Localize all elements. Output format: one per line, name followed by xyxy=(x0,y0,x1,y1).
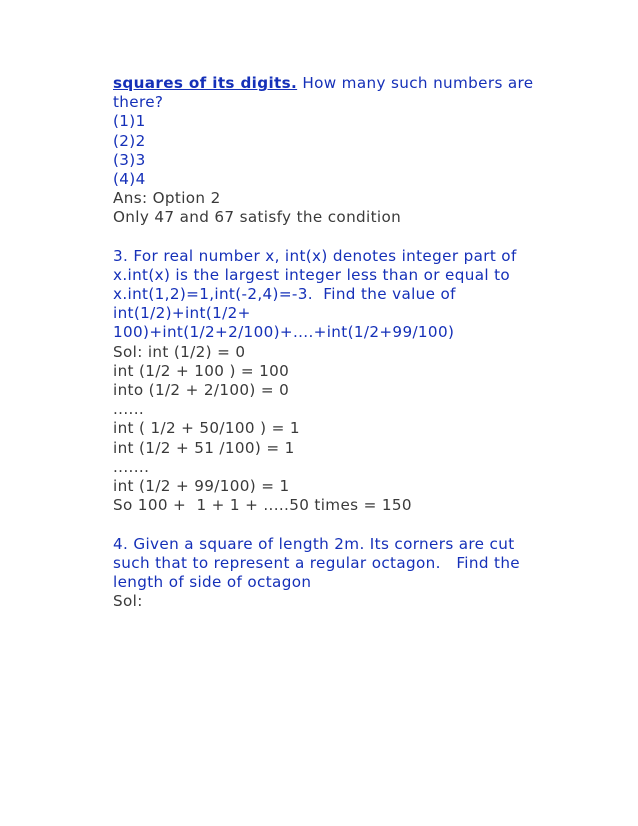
q2-option-2: (2)2 xyxy=(113,131,146,150)
q3-solution-line-5: int ( 1/2 + 50/100 ) = 1 xyxy=(113,419,300,438)
q3-question-line-2: x.int(x) is the largest integer less than or equal to xyxy=(113,265,511,284)
q2-lead-rest: How many such numbers are xyxy=(297,74,534,92)
q3-solution-line-6: int (1/2 + 51 /100) = 1 xyxy=(113,438,295,457)
q3-solution-line-4: ...... xyxy=(113,400,145,419)
q3-question-line-1: 3. For real number x, int(x) denotes integer part of xyxy=(113,246,517,265)
q2-option-3: (3)3 xyxy=(113,150,146,169)
q4-solution-label: Sol: xyxy=(113,592,143,611)
q3-question-line-3: x.int(1,2)=1,int(-2,4)=-3. Find the value of xyxy=(113,285,456,304)
q3-question-line-4: int(1/2)+int(1/2+ xyxy=(113,304,251,323)
q3-solution-line-8: int (1/2 + 99/100) = 1 xyxy=(113,476,290,495)
q4-question-line-1: 4. Given a square of length 2m. Its corners are cut xyxy=(113,534,515,553)
q2-line-2: there? xyxy=(113,93,164,112)
paragraph-gap xyxy=(113,228,563,247)
paragraph-gap xyxy=(113,515,563,534)
q3-solution-line-2: int (1/2 + 100 ) = 100 xyxy=(113,361,290,380)
q2-option-4: (4)4 xyxy=(113,169,146,188)
q3-solution-line-7: ....... xyxy=(113,457,150,476)
q2-emphasis: squares of its digits. xyxy=(113,74,298,92)
q3-solution-line-3: into (1/2 + 2/100) = 0 xyxy=(113,381,290,399)
q2-option-1: (1)1 xyxy=(113,112,146,131)
q2-explanation: Only 47 and 67 satisfy the condition xyxy=(113,208,402,227)
q4-question-line-3: length of side of octagon xyxy=(113,572,312,591)
q2-answer: Ans: Option 2 xyxy=(113,189,221,208)
q4-question-line-2: such that to represent a regular octagon. Find the xyxy=(113,553,520,572)
q2-line-1 xyxy=(113,74,563,93)
document-page xyxy=(113,74,563,611)
q3-solution-line-9: So 100 + 1 + 1 + .....50 times = 150 xyxy=(113,496,412,515)
q3-question-line-5: 100)+int(1/2+2/100)+....+int(1/2+99/100) xyxy=(113,323,455,342)
q3-solution-line-1: Sol: int (1/2) = 0 xyxy=(113,342,246,361)
